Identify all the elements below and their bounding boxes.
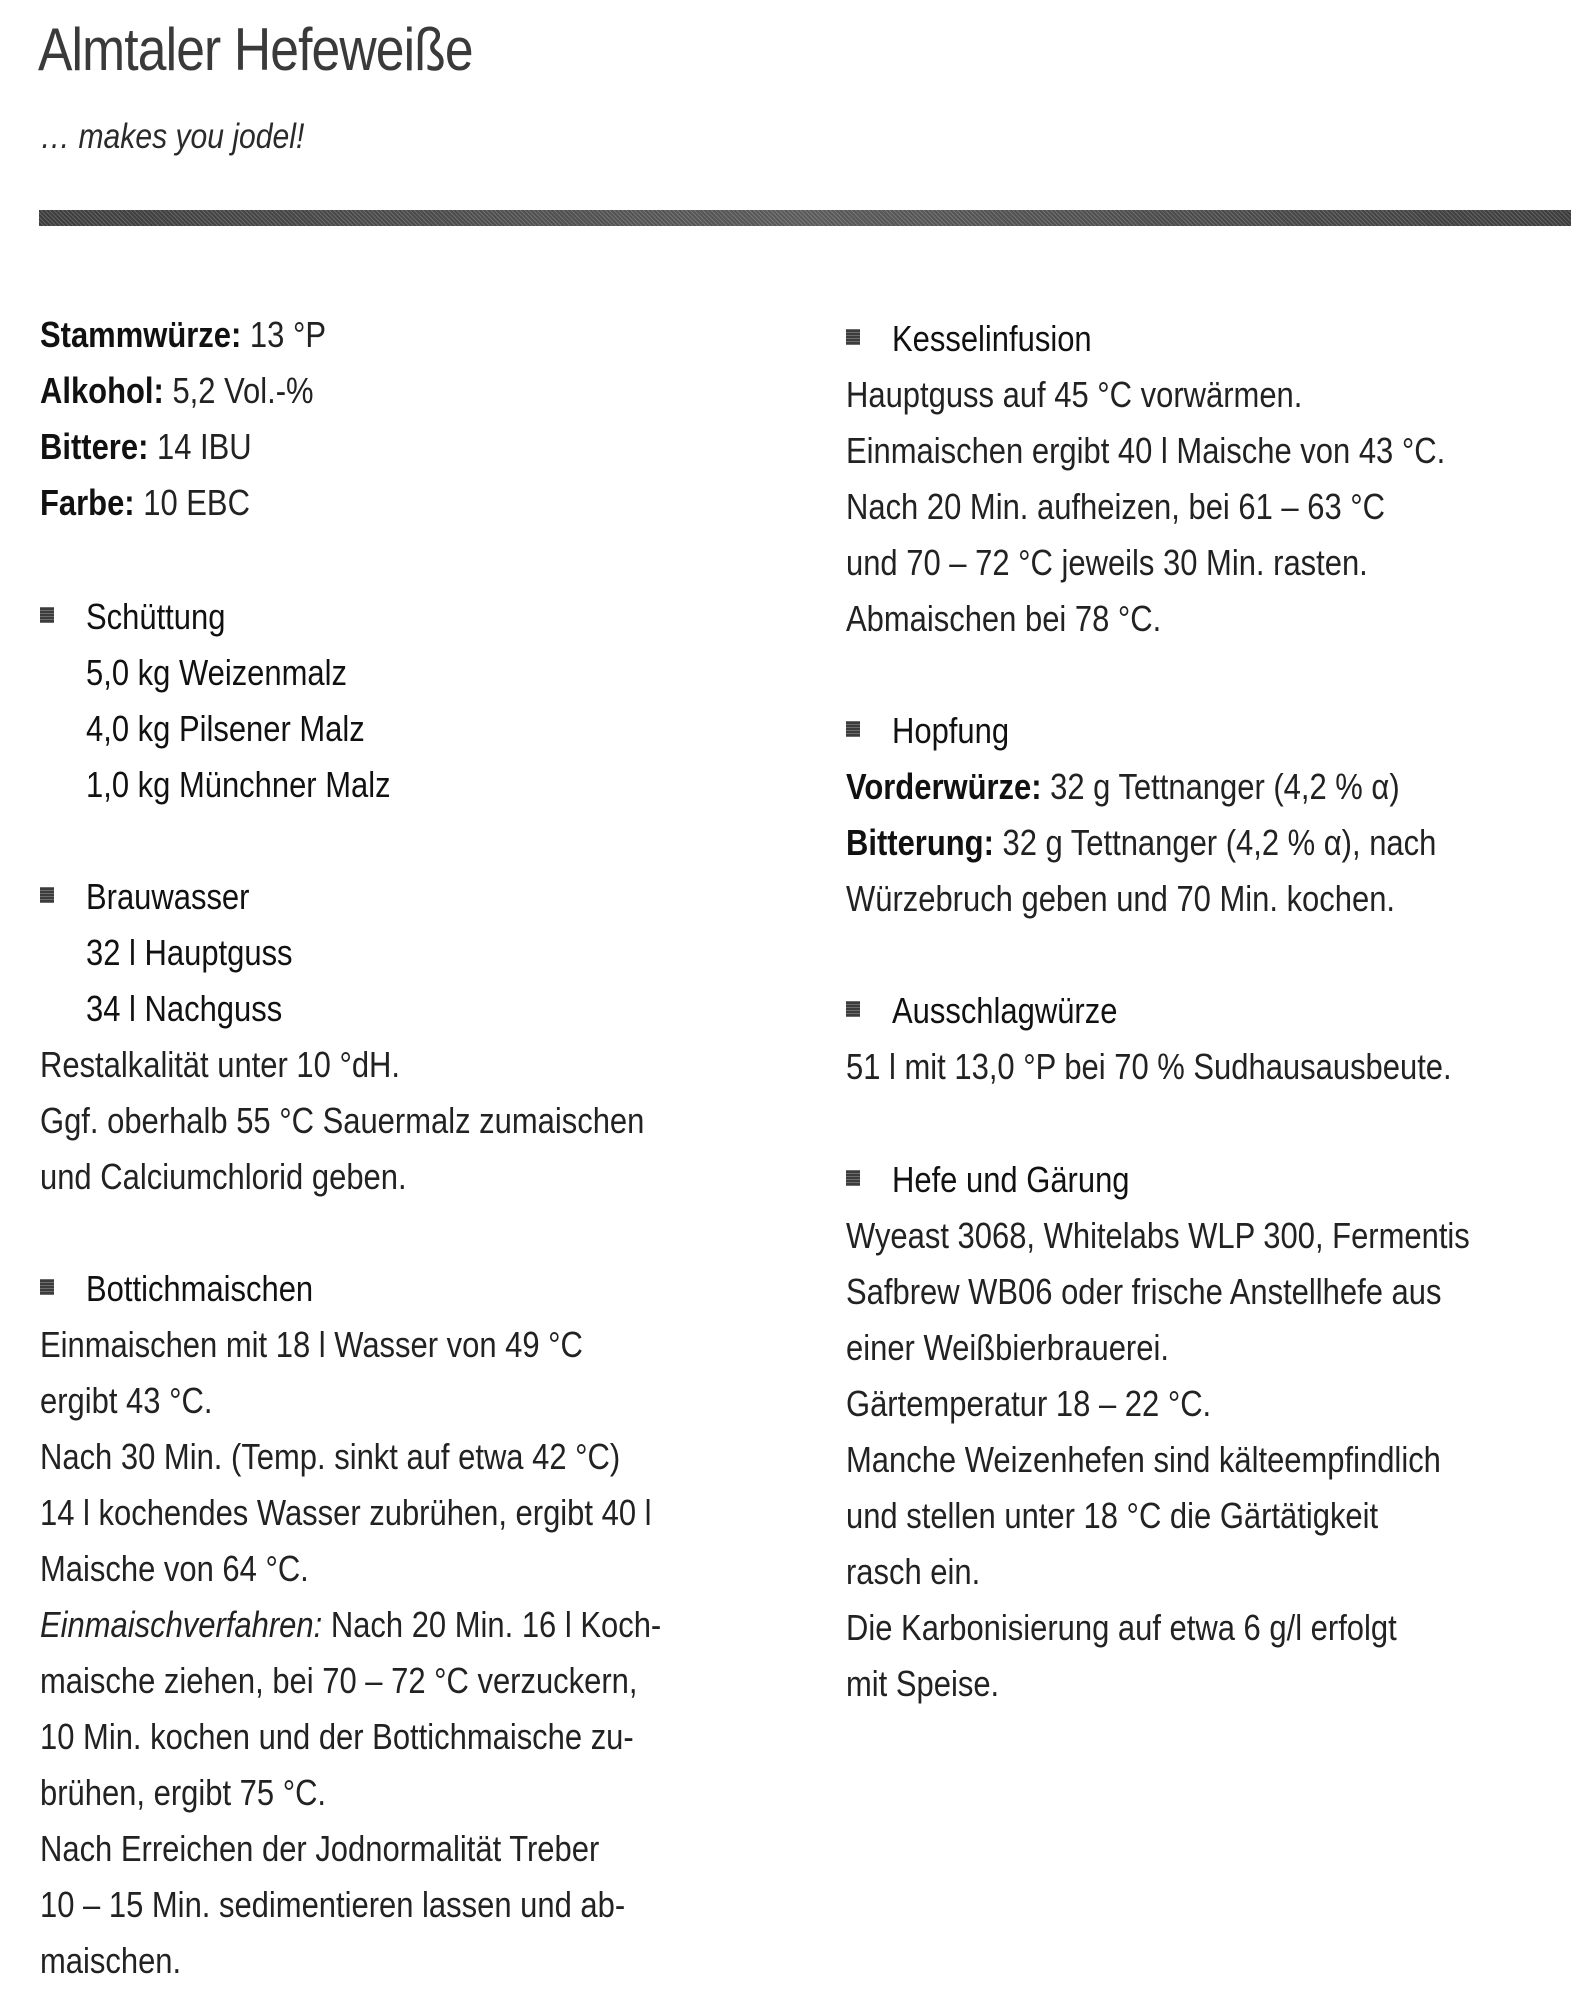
square-bullet-icon <box>846 329 860 345</box>
square-bullet-icon <box>846 1170 860 1186</box>
stat-value: 13 °P <box>249 314 326 355</box>
hop-label: Vorderwürze: <box>846 766 1042 807</box>
square-bullet-icon <box>846 721 860 737</box>
body-line: mit Speise. <box>846 1663 1000 1704</box>
stat-bittere <box>40 422 252 472</box>
body-line: Ggf. oberhalb 55 °C Sauermalz zumaischen <box>40 1100 645 1141</box>
body-line: Würzebruch geben und 70 Min. kochen. <box>846 878 1396 919</box>
stat-label: Alkohol: <box>40 370 164 411</box>
body-line: 14 l kochendes Wasser zubrühen, ergibt 40 l <box>40 1492 652 1533</box>
stat-label: Bittere: <box>40 426 149 467</box>
square-bullet-icon <box>846 1001 860 1017</box>
body-line: und Calciumchlorid geben. <box>40 1156 407 1197</box>
hop-addition-bitterung <box>846 818 1436 868</box>
body-line: 10 Min. kochen und der Bottichmaische zu- <box>40 1716 634 1757</box>
stat-value: 14 IBU <box>157 426 252 467</box>
body-line: 10 – 15 Min. sedimentieren lassen und ab- <box>40 1884 626 1925</box>
stat-value: 10 EBC <box>143 482 250 523</box>
body-line: Maische von 64 °C. <box>40 1548 309 1589</box>
stat-farbe <box>40 478 250 528</box>
body-line: und 70 – 72 °C jeweils 30 Min. rasten. <box>846 542 1368 583</box>
section-heading-text: Hopfung <box>892 710 1010 751</box>
hop-value: 32 g Tettnanger (4,2 % α) <box>1041 766 1400 807</box>
body-line: Nach Erreichen der Jodnormalität Treber <box>40 1828 600 1869</box>
water-item: 34 l Nachguss <box>86 988 283 1029</box>
body-line: brühen, ergibt 75 °C. <box>40 1772 327 1813</box>
recipe-subtitle: … makes you jodel! <box>40 117 305 156</box>
recipe-title: Almtaler Hefeweiße <box>38 16 473 83</box>
section-heading-text: Brauwasser <box>86 876 250 917</box>
square-bullet-icon <box>40 607 54 623</box>
body-line: einer Weißbierbrauerei. <box>846 1327 1169 1368</box>
einmaischverfahren-label: Einmaischverfahren: <box>40 1604 323 1645</box>
body-line: Einmaischen ergibt 40 l Maische von 43 °C. <box>846 430 1446 471</box>
body-line: 51 l mit 13,0 °P bei 70 % Sudhausausbeute. <box>846 1046 1452 1087</box>
body-line: rasch ein. <box>846 1551 981 1592</box>
hop-addition-vorderwuerze <box>846 762 1400 812</box>
grain-item: 1,0 kg Münchner Malz <box>86 764 391 805</box>
body-line: Restalkalität unter 10 °dH. <box>40 1044 401 1085</box>
body-line: maischen. <box>40 1940 182 1981</box>
stat-value: 5,2 Vol.-% <box>172 370 314 411</box>
body-text: Nach 20 Min. 16 l Koch- <box>322 1604 662 1645</box>
body-line: ergibt 43 °C. <box>40 1380 213 1421</box>
body-line: Die Karbonisierung auf etwa 6 g/l erfolgt <box>846 1607 1397 1648</box>
body-line <box>40 1600 661 1650</box>
square-bullet-icon <box>40 1279 54 1295</box>
stat-alkohol <box>40 366 314 416</box>
water-item: 32 l Hauptguss <box>86 932 293 973</box>
section-heading-text: Bottichmaischen <box>86 1268 314 1309</box>
hop-label: Bitterung: <box>846 822 994 863</box>
body-line: Hauptguss auf 45 °C vorwärmen. <box>846 374 1303 415</box>
grain-item: 4,0 kg Pilsener Malz <box>86 708 365 749</box>
body-line: Gärtemperatur 18 – 22 °C. <box>846 1383 1212 1424</box>
body-line: Safbrew WB06 oder frische Anstellhefe aus <box>846 1271 1442 1312</box>
body-line: Abmaischen bei 78 °C. <box>846 598 1162 639</box>
section-heading-text: Ausschlagwürze <box>892 990 1118 1031</box>
stat-stammwuerze <box>40 310 326 360</box>
hop-value: 32 g Tettnanger (4,2 % α), nach <box>993 822 1437 863</box>
grain-item: 5,0 kg Weizenmalz <box>86 652 347 693</box>
section-heading-text: Kesselinfusion <box>892 318 1092 359</box>
square-bullet-icon <box>40 887 54 903</box>
section-heading-text: Hefe und Gärung <box>892 1159 1130 1200</box>
stat-label: Farbe: <box>40 482 135 523</box>
body-line: Nach 20 Min. aufheizen, bei 61 – 63 °C <box>846 486 1386 527</box>
body-line: und stellen unter 18 °C die Gärtätigkeit <box>846 1495 1379 1536</box>
stat-label: Stammwürze: <box>40 314 242 355</box>
body-line: Nach 30 Min. (Temp. sinkt auf etwa 42 °C) <box>40 1436 621 1477</box>
body-line: Manche Weizenhefen sind kälteempfindlich <box>846 1439 1441 1480</box>
section-heading-text: Schüttung <box>86 596 226 637</box>
body-line: Wyeast 3068, Whitelabs WLP 300, Fermentis <box>846 1215 1470 1256</box>
header-divider-bar <box>39 210 1571 226</box>
body-line: Einmaischen mit 18 l Wasser von 49 °C <box>40 1324 583 1365</box>
body-line: maische ziehen, bei 70 – 72 °C verzuckern, <box>40 1660 638 1701</box>
